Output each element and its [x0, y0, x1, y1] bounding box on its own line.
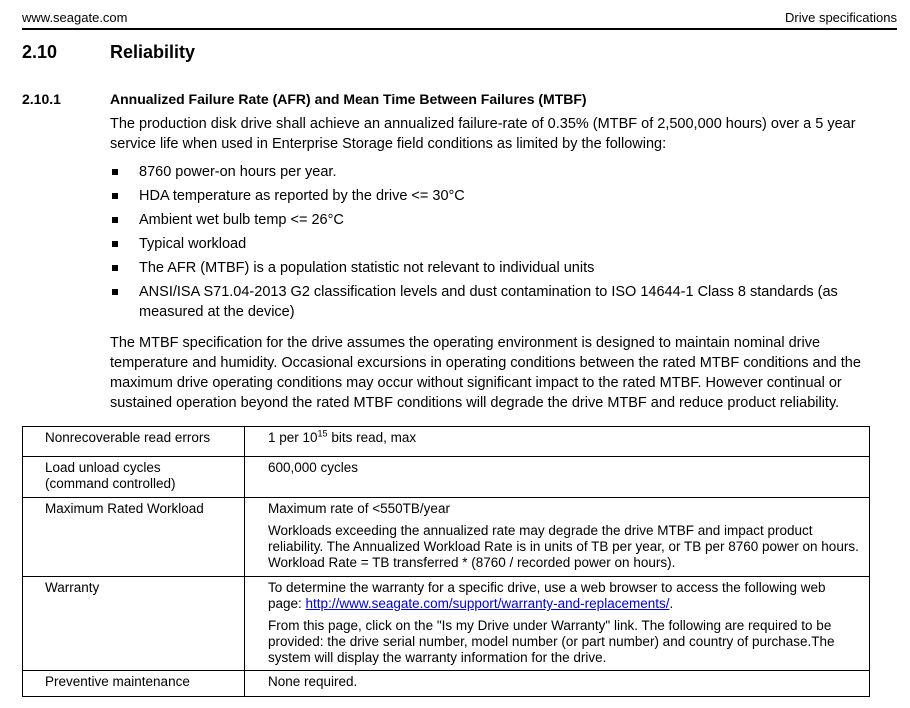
bullet-icon — [112, 217, 118, 223]
row-label: Maximum Rated Workload — [23, 498, 245, 577]
header-section-name: Drive specifications — [785, 10, 897, 25]
workload-note: Workloads exceeding the annualized rate may degrade the drive MTBF and impact product reliability. The Annualized Workload Rate is in units of TB per year, or TB per 8760 power on hours. Workload Rate = TB transferred * (8760 / recorded power on hours). — [268, 523, 859, 570]
list-item — [110, 210, 900, 230]
read-errors-prefix: 1 per 10 — [268, 430, 318, 445]
mtbf-paragraph: The MTBF specification for the drive assumes the operating environment is designed to maintain nominal drive temperature and humidity. Occasional excursions in operating conditions between the rated MTBF conditions and the maximum drive operating conditions may occur without significant impact to the rated MTBF. However continual or sustained operation beyond the rated MTBF conditions will degrade the drive MTBF and reduce product reliability. — [110, 335, 861, 411]
row-label: Preventive maintenance — [23, 671, 245, 697]
list-item — [110, 186, 900, 206]
warranty-note: From this page, click on the "Is my Drive under Warranty" link. The following are required to be provided: the drive serial number, model number (or part number) and country of purchase.The system will display the warranty information for the drive. — [268, 618, 835, 665]
table-row — [23, 577, 870, 671]
intro-paragraph: The production disk drive shall achieve an annualized failure-rate of 0.35% (MTBF of 2,500,000 hours) over a 5 year service life when used in Enterprise Storage field conditions as limited by the following: — [110, 116, 856, 152]
workload-rate: Maximum rate of <550TB/year — [268, 501, 450, 516]
row-label: Nonrecoverable read errors — [23, 427, 245, 457]
table-row — [23, 457, 870, 498]
list-item-text: ANSI/ISA S71.04-2013 G2 classification levels and dust contamination to ISO 14644-1 Class 8 standards (as measured at the device) — [139, 284, 838, 320]
row-label-line: (command controlled) — [45, 476, 176, 491]
conditions-list — [110, 162, 900, 326]
row-value — [245, 577, 870, 671]
subsection-title: Annualized Failure Rate (AFR) and Mean Time Between Failures (MTBF) — [110, 91, 587, 107]
table-row — [23, 671, 870, 697]
bullet-icon — [112, 289, 118, 295]
row-value — [245, 498, 870, 577]
bullet-icon — [112, 193, 118, 199]
row-value: None required. — [245, 671, 870, 697]
list-item-text: 8760 power-on hours per year. — [139, 164, 337, 180]
list-item — [110, 162, 900, 182]
bullet-icon — [112, 265, 118, 271]
row-label: Warranty — [23, 577, 245, 671]
table-row — [23, 498, 870, 577]
list-item — [110, 234, 900, 254]
bullet-icon — [112, 241, 118, 247]
bullet-icon — [112, 169, 118, 175]
table-row — [23, 427, 870, 457]
warranty-link[interactable]: http://www.seagate.com/support/warranty-and-replacements/ — [305, 596, 670, 611]
list-item — [110, 258, 900, 278]
section-title: Reliability — [110, 42, 196, 62]
list-item-text: HDA temperature as reported by the drive <= 30°C — [139, 188, 465, 204]
subsection-number: 2.10.1 — [22, 91, 61, 107]
list-item-text: Ambient wet bulb temp <= 26°C — [139, 212, 344, 228]
list-item — [110, 282, 900, 322]
site-url[interactable]: www.seagate.com — [22, 10, 128, 25]
page-header — [22, 8, 897, 30]
section-number: 2.10 — [22, 42, 58, 62]
read-errors-exponent: 15 — [317, 428, 328, 439]
warranty-text-end: . — [669, 596, 674, 611]
reliability-table — [22, 426, 870, 697]
row-value: 600,000 cycles — [245, 457, 870, 498]
list-item-text: The AFR (MTBF) is a population statistic not relevant to individual units — [139, 260, 595, 276]
list-item-text: Typical workload — [139, 236, 247, 252]
warranty-instructions — [268, 580, 863, 612]
row-label — [23, 457, 245, 498]
row-label-line: Load unload cycles — [45, 460, 161, 475]
read-errors-suffix: bits read, max — [327, 430, 417, 445]
row-value — [245, 427, 870, 457]
warranty-text: To determine the warranty for a specific drive, use a web browser to access the following web page: — [268, 580, 826, 611]
